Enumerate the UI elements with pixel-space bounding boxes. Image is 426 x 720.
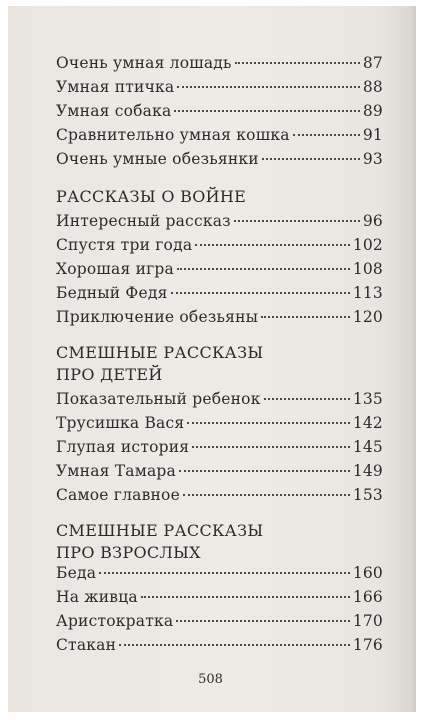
toc-entry-title: Очень умная лошадь [56,54,232,72]
section-heading-line: ПРО ДЕТЕЙ [56,365,163,384]
toc-entry [56,438,383,456]
toc-entry-page: 102 [352,236,383,254]
dot-leader [261,316,350,318]
toc-entry-page: 87 [362,54,383,72]
toc-entry-page: 166 [352,588,383,606]
toc-entry-page: 176 [352,636,383,654]
toc-entry [56,414,383,432]
dot-leader [235,62,360,64]
toc-entry-page: 93 [362,150,383,168]
toc-entry [56,486,383,504]
toc-entry-title: Хорошая игра [56,260,174,278]
page-number: 508 [198,672,223,687]
toc-entry [56,236,383,254]
toc-entry-title: Умная Тамара [56,462,176,480]
toc-entry-page: 120 [352,308,383,326]
toc-entry [56,126,383,144]
toc-entry [56,78,383,96]
toc-entry-title: Приключение обезьяны [56,308,259,326]
dot-leader [177,268,350,270]
dot-leader [262,158,360,160]
section-heading [56,520,383,564]
toc-entry-page: 91 [362,126,383,144]
dot-leader [179,470,350,472]
dot-leader [174,110,359,112]
dot-leader [264,398,350,400]
toc-entry-title: Самое главное [56,486,180,504]
toc-entry-title: Умная птичка [56,78,175,96]
dot-leader [192,446,350,448]
toc-entry-title: Умная собака [56,102,172,120]
section-heading-line: СМЕШНЫЕ РАССКАЗЫ [56,343,264,362]
dot-leader [99,572,350,574]
toc-entry-title: Аристократка [56,612,174,630]
section-heading-line: РАССКАЗЫ О ВОЙНЕ [56,187,247,206]
dot-leader [234,220,360,222]
dot-leader [293,134,360,136]
toc-entry-title: Глупая история [56,438,190,456]
toc-entry [56,462,383,480]
toc-entry-title: На живца [56,588,138,606]
toc-entry-page: 160 [352,564,383,582]
toc-entry [56,390,383,408]
toc-entry-title: Показательный ребенок [56,390,261,408]
section-heading [56,342,383,386]
toc-entry-page: 108 [352,260,383,278]
toc-entry [56,102,383,120]
section-heading [56,186,383,208]
toc-entry-page: 88 [362,78,383,96]
dot-leader [195,244,350,246]
toc-entry [56,636,383,654]
toc-entry-page: 153 [352,486,383,504]
toc-entry-page: 89 [362,102,383,120]
toc-entry-page: 113 [352,284,383,302]
dot-leader [171,292,350,294]
toc-entry-page: 145 [352,438,383,456]
dot-leader [177,86,360,88]
toc-entry [56,212,383,230]
toc-entry-title: Стакан [56,636,117,654]
section-heading-line: СМЕШНЫЕ РАССКАЗЫ [56,521,264,540]
toc-entry [56,260,383,278]
dot-leader [119,644,350,646]
section-heading-line: ПРО ВЗРОСЛЫХ [56,543,201,562]
toc-entry [56,612,383,630]
toc-entry-title: Очень умные обезьянки [56,150,259,168]
toc-entry-page: 149 [352,462,383,480]
toc-entry-page: 170 [352,612,383,630]
dot-leader [187,422,349,424]
toc-entry [56,54,383,72]
toc-entry-title: Сравнительно умная кошка [56,126,290,144]
dot-leader [183,494,350,496]
toc-entry-page: 142 [352,414,383,432]
toc-entry [56,308,383,326]
toc-entry-title: Бедный Федя [56,284,168,302]
toc-entry [56,284,383,302]
dot-leader [176,620,349,622]
toc-entry-title: Интересный рассказ [56,212,231,230]
toc-entry-page: 96 [362,212,383,230]
book-page [8,6,416,712]
toc-entry-page: 135 [352,390,383,408]
toc-entry-title: Беда [56,564,97,582]
toc-entry [56,588,383,606]
toc-entry [56,564,383,582]
toc-entry [56,150,383,168]
toc-entry-title: Спустя три года [56,236,193,254]
dot-leader [141,596,350,598]
toc-entry-title: Трусишка Вася [56,414,185,432]
